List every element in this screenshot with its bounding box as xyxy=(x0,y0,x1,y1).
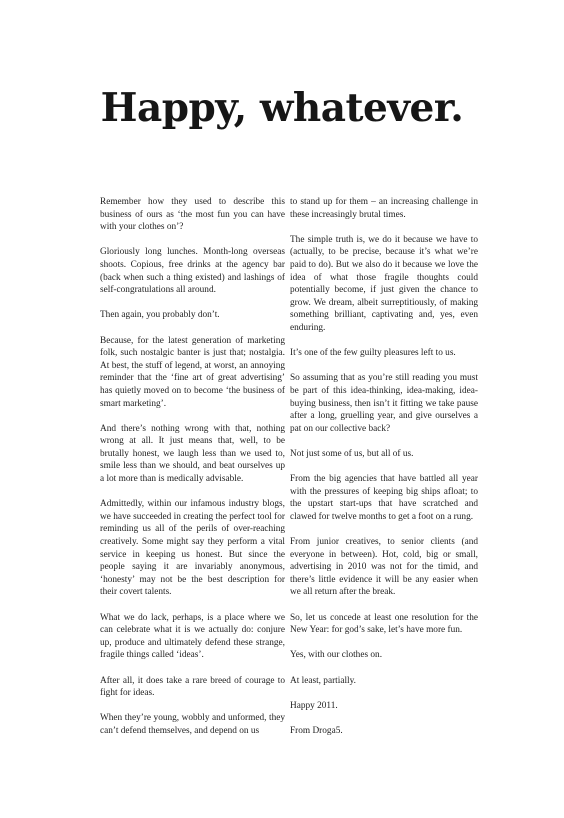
left-column xyxy=(100,196,285,750)
body-paragraph: Then again, you probably don’t. xyxy=(100,310,220,321)
body-paragraph: Because, for the latest generation of marketing folk, such nostalgic banter is just that; nostalgia. At best, the stuff of legend, at worst, an annoying reminder that the ‘fine art of great advertising’ has quietly moved on to become ‘the business of smart marketing’. xyxy=(100,335,285,409)
body-paragraph: So assuming that as you’re still reading you must be part of this idea-thinking, idea-making, idea-buying business, then isn’t it fitting we take pause after a long, gruelling year, and give ourselves a pat on our collective back? xyxy=(290,373,478,434)
body-paragraph: After all, it does take a rare breed of courage to fight for ideas. xyxy=(100,675,285,699)
body-paragraph: From junior creatives, to senior clients (and everyone in between). Hot, cold, big or small, advertising in 2010 was not for the timid, and there’s little evidence it will be any easier when we all return after the break. xyxy=(290,537,478,598)
body-paragraph: Gloriously long lunches. Month-long overseas shoots. Copious, free drinks at the agency bar (back when such a thing existed) and lashings of self-congratulations all around. xyxy=(100,247,285,296)
body-paragraph: Happy 2011. xyxy=(290,700,338,711)
body-paragraph: From the big agencies that have battled all year with the pressures of keeping big ships afloat; to the upstart start-ups that have scratched and clawed for twelve months to get a foot on a rung. xyxy=(290,474,478,522)
body-paragraph: It’s one of the few guilty pleasures left to us. xyxy=(290,348,456,359)
body-paragraph: What we do lack, perhaps, is a place where we can celebrate what it is we actually do: conjure up, produce and ultimately defend these strange, fragile things called ‘ideas’. xyxy=(100,612,285,661)
body-paragraph: At least, partially. xyxy=(290,675,357,686)
body-paragraph: So, let us concede at least one resolution for the New Year: for god’s sake, let’s have more fun. xyxy=(290,612,478,636)
body-paragraph: Yes, with our clothes on. xyxy=(290,650,383,661)
signature-line: From Droga5. xyxy=(290,725,343,736)
body-paragraph: Remember how they used to describe this business of ours as ‘the most fun you can have with your clothes on’? xyxy=(100,197,285,233)
body-paragraph: Not just some of us, but all of us. xyxy=(290,448,414,459)
body-paragraph: Admittedly, within our infamous industry blogs, we have succeeded in creating the perfect tool for reminding us all of the perils of over-reaching creatively. Some might say they perform a vital service in keeping us honest. But since the people saying it are invariably anonymous, ‘honesty’ may not be the best description for their covert talents. xyxy=(100,499,285,598)
body-paragraph: The simple truth is, we do it because we have to (actually, to be precise, because it’s what we’re paid to do). But we also do it because we love the idea of what those fragile thoughts could potentially become, if just given the chance to grow. We dream, albeit surreptitiously, of making something brilliant, captivating and, yes, even enduring. xyxy=(290,234,478,333)
headline: Happy, whatever. xyxy=(100,85,464,131)
body-paragraph: to stand up for them – an increasing challenge in these increasingly brutal times. xyxy=(290,197,478,220)
body-paragraph: When they’re young, wobbly and unformed, they can’t defend themselves, and depend on us xyxy=(100,713,285,736)
right-column xyxy=(290,196,478,750)
body-paragraph: And there’s nothing wrong with that, nothing wrong at all. It just means that, well, to be brutally honest, we laugh less than we used to, smile less than we should, and beat ourselves up a lot more than is medically advisable. xyxy=(100,423,285,485)
